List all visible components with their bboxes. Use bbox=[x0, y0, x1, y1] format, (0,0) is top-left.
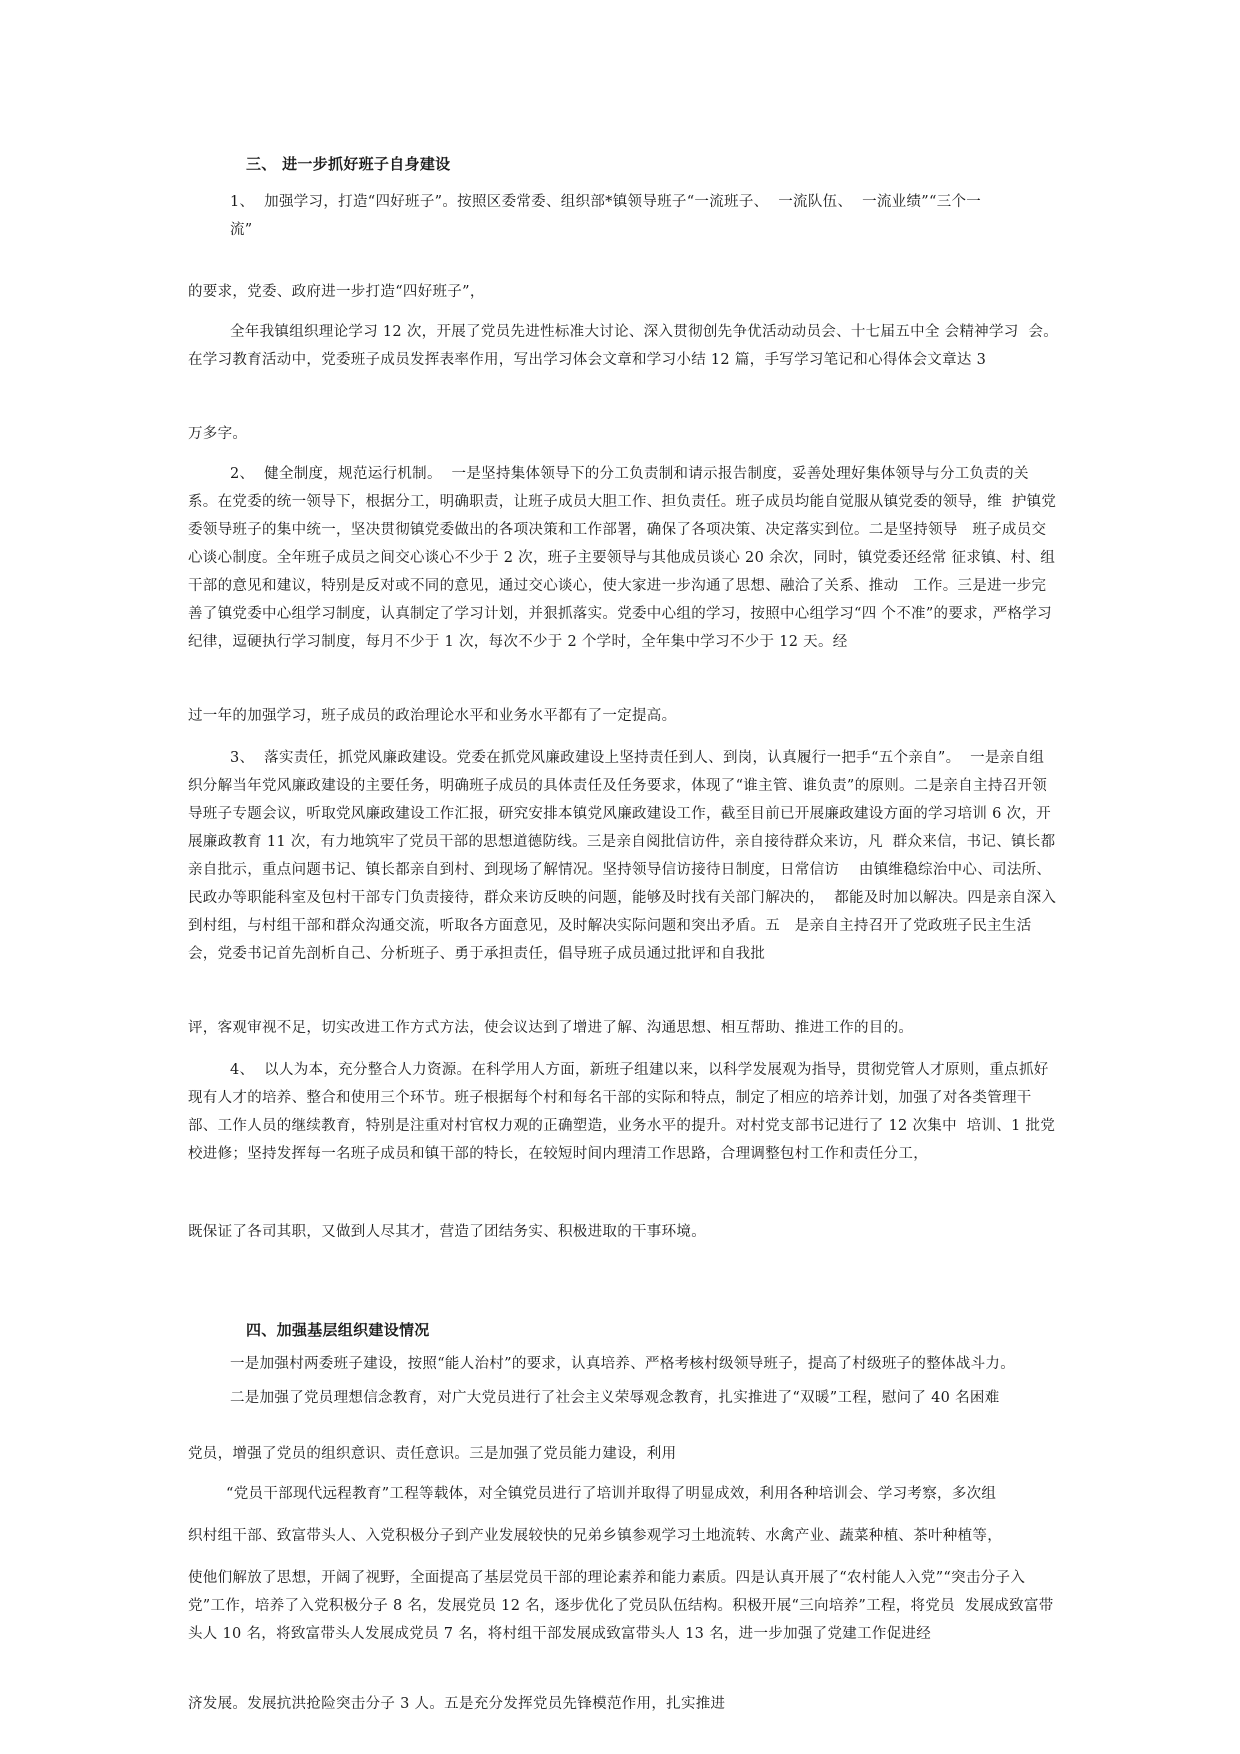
s4-paragraph-2-cont: 党员，增强了党员的组织意识、责任意识。三是加强了党员能力建设，利用 bbox=[188, 1446, 677, 1462]
section-4-heading: 四、加强基层组织建设情况 bbox=[246, 1321, 430, 1339]
s3-paragraph-2: 2、 健全制度，规范运行机制。 一是坚持集体领导下的分工负责制和请示报告制度，妥善处理好集体领导与分工负责的关 系。在党委的统一领导下，根据分工，明确职责，让班子成员大胆工作、担负责任。班子成员均能自觉服从镇党委的领导，维 护镇党委领导班子的集中统一，坚决贯彻镇党委做出的各项决策和工作部署，确保了各项决策、决定落实到位。二是坚持领导 班子成员交心谈心制度。全年班子成员之间交心谈心不少于 2 次，班子主要领导与其他成员谈心 20 余次，同时，镇党委还经常 征求镇、村、组干部的意见和建议，特别是反对或不同的意见，通过交心谈心，使大家进一步沟通了思想、融洽了关系、推动 工作。三是进一步完善了镇党委中心组学习制度，认真制定了学习计划，并狠抓落实。党委中心组的学习，按照中心组学习“四 个不准”的要求，严格学习纪律，逗硬执行学习制度，每月不少于 1 次，每次不少于 2 个学时，全年集中学习不少于 12 天。经 bbox=[188, 466, 1057, 650]
s4-paragraph-2-line-b: 织村组干部、致富带头人、入党积极分子到产业发展较快的兄弟乡镇参观学习土地流转、水禽产业、蔬菜种植、茶叶种植等， bbox=[188, 1528, 1002, 1544]
s4-paragraph-1: 一是加强村两委班子建设，按照“能人治村”的要求，认真培养、严格考核村级领导班子，提高了村级班子的整体战斗力。 bbox=[230, 1356, 1016, 1372]
s3-paragraph-4: 4、 以人为本，充分整合人力资源。在科学用人方面，新班子组建以来，以科学发展观为指导，贯彻党管人才原则，重点抓好现有人才的培养、整合和使用三个环节。班子根据每个村和每名干部的实际和特点，制定了相应的培养计划，加强了对各类管理干部、工作人员的继续教育，特别是注重对村官权力观的正确塑造，业务水平的提升。对村党支部书记进行了 12 次集中 培训、1 批党校进修；坚持发挥每一名班子成员和镇干部的特长，在较短时间内理清工作思路，合理调整包村工作和责任分工， bbox=[188, 1062, 1056, 1162]
s3-paragraph-4-cont: 既保证了各司其职，又做到人尽其才，营造了团结务实、积极进取的干事环境。 bbox=[188, 1224, 706, 1240]
s3-paragraph-1b: 全年我镇组织理论学习 12 次，开展了党员先进性标准大讨论、深入贯彻创先争优活动动员会、十七届五中全 会精神学习 会。在学习教育活动中，党委班子成员发挥表率作用，写出学习体会文章和学习小结 12 篇，手写学习笔记和心得体会文章达 3 bbox=[188, 324, 1058, 368]
s3-paragraph-3: 3、 落实责任，抓党风廉政建设。党委在抓党风廉政建设上坚持责任到人、到岗，认真履行一把手“五个亲自”。 一是亲自组织分解当年党风廉政建设的主要任务，明确班子成员的具体责任及任务要求，体现了“谁主管、谁负责”的原则。二是亲自主持召开领导班子专题会议，听取党风廉政建设工作汇报，研究安排本镇党风廉政建设工作，截至目前已开展廉政建设方面的学习培训 6 次，开展廉政教育 11 次，有力地筑牢了党员干部的思想道德防线。三是亲自阅批信访件，亲自接待群众来访，凡 群众来信，书记、镇长都亲自批示，重点问题书记、镇长都亲自到村、到现场了解情况。坚持领导信访接待日制度，日常信访 由镇维稳综治中心、司法所、民政办等职能科室及包村干部专门负责接待，群众来访反映的问题，能够及时找有关部门解决的， 都能及时加以解决。四是亲自深入到村组，与村组干部和群众沟通交流，听取各方面意见，及时解决实际问题和突出矛盾。五 是亲自主持召开了党政班子民主生活会，党委书记首先剖析自己、分析班子、勇于承担责任，倡导班子成员通过批评和自我批 bbox=[188, 750, 1057, 962]
s3-paragraph-1: 1、 加强学习，打造“四好班子”。按照区委常委、组织部*镇领导班子“一流班子、 一流队伍、 一流业绩”“三个一 流” bbox=[230, 194, 982, 238]
s4-paragraph-2: 二是加强了党员理想信念教育，对广大党员进行了社会主义荣辱观念教育，扎实推进了“双暖”工程，慰问了 40 名困难 bbox=[230, 1390, 1000, 1406]
s4-paragraph-2-line: “党员干部现代远程教育”工程等载体，对全镇党员进行了培训并取得了明显成效，利用各种培训会、学习考察，多次组 bbox=[226, 1486, 997, 1502]
s3-paragraph-1b-cont: 万多字。 bbox=[188, 426, 248, 442]
s3-paragraph-1-cont: 的要求，党委、政府进一步打造“四好班子”， bbox=[188, 284, 485, 300]
s4-paragraph-2-line-d: 济发展。发展抗洪抢险突击分子 3 人。五是充分发挥党员先锋模范作用，扎实推进 bbox=[188, 1696, 726, 1712]
s3-paragraph-3-cont: 评，客观审视不足，切实改进工作方式方法，使会议达到了增进了解、沟通思想、相互帮助、推进工作的目的。 bbox=[188, 1020, 914, 1036]
section-3-heading: 三、 进一步抓好班子自身建设 bbox=[246, 155, 451, 173]
s3-paragraph-2-cont: 过一年的加强学习，班子成员的政治理论水平和业务水平都有了一定提高。 bbox=[188, 708, 677, 724]
s4-paragraph-2-line-c: 使他们解放了思想，开阔了视野，全面提高了基层党员干部的理论素养和能力素质。四是认真开展了“农村能人入党”“突击分子入党”工作，培养了入党积极分子 8 名，发展党员 12 名，逐步优化了党员队伍结构。积极开展“三向培养”工程，将党员 发展成致富带头人 10 名，将致富带头人发展成党员 7 名，将村组干部发展成致富带头人 13 名，进一步加强了党建工作促进经 bbox=[188, 1570, 1054, 1642]
